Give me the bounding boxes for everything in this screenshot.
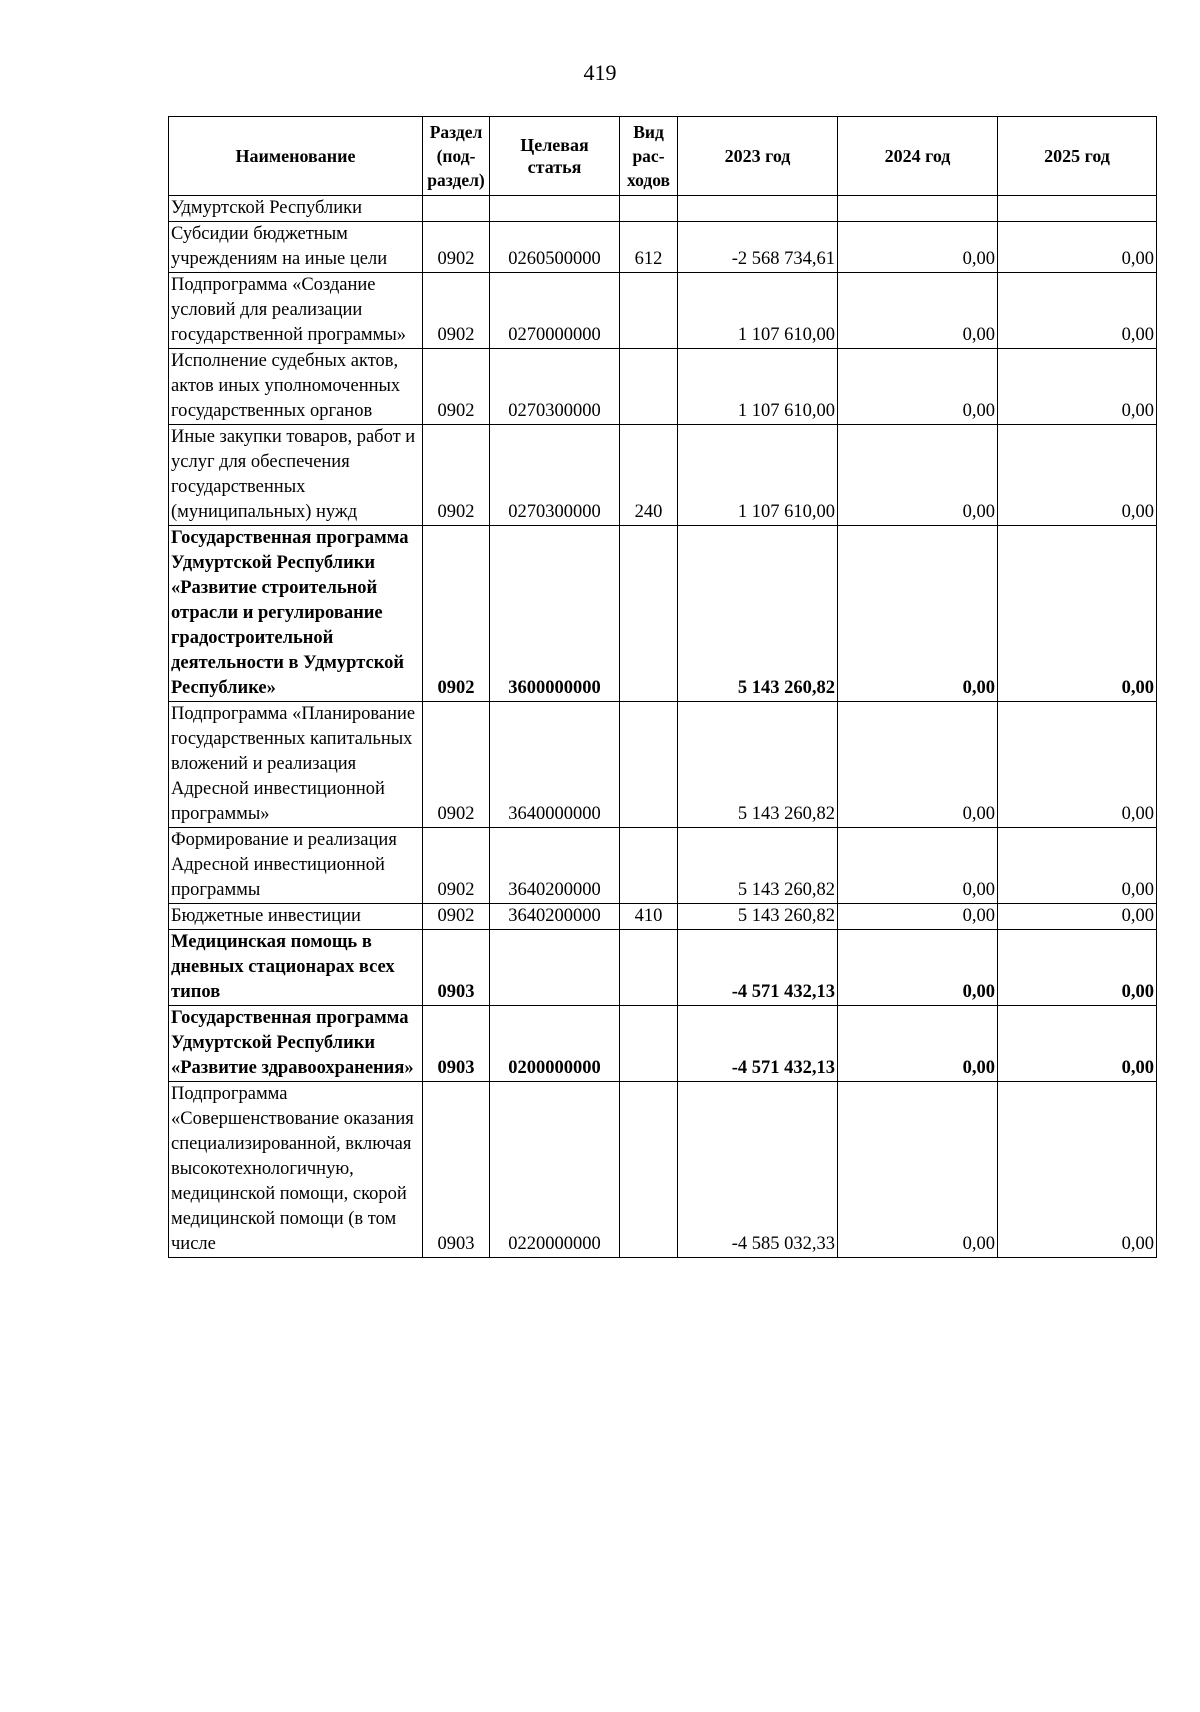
cell-2025 bbox=[998, 196, 1157, 222]
cell-2023: 5 143 260,82 bbox=[678, 904, 838, 930]
cell-2024: 0,00 bbox=[838, 702, 998, 828]
cell-article: 0270300000 bbox=[490, 425, 620, 526]
budget-table bbox=[168, 116, 1157, 1258]
cell-section: 0902 bbox=[423, 425, 490, 526]
cell-expense-type bbox=[620, 1082, 678, 1258]
cell-2023: 1 107 610,00 bbox=[678, 349, 838, 425]
cell-expense-type bbox=[620, 702, 678, 828]
header-section: Раздел (под-раздел) bbox=[423, 117, 490, 196]
cell-section: 0902 bbox=[423, 526, 490, 702]
table-row bbox=[169, 425, 1157, 526]
table-row bbox=[169, 828, 1157, 904]
cell-2023: 5 143 260,82 bbox=[678, 828, 838, 904]
table-row bbox=[169, 222, 1157, 273]
cell-article: 0270000000 bbox=[490, 273, 620, 349]
header-name: Наименование bbox=[169, 117, 423, 196]
cell-2025: 0,00 bbox=[998, 1082, 1157, 1258]
cell-2025: 0,00 bbox=[998, 273, 1157, 349]
cell-article: 0260500000 bbox=[490, 222, 620, 273]
cell-2023: 5 143 260,82 bbox=[678, 702, 838, 828]
cell-2025: 0,00 bbox=[998, 349, 1157, 425]
cell-2024 bbox=[838, 196, 998, 222]
cell-2024: 0,00 bbox=[838, 904, 998, 930]
cell-2025: 0,00 bbox=[998, 425, 1157, 526]
cell-section: 0902 bbox=[423, 349, 490, 425]
cell-2024: 0,00 bbox=[838, 1082, 998, 1258]
cell-2024: 0,00 bbox=[838, 222, 998, 273]
table-header-row bbox=[169, 117, 1157, 196]
cell-2025: 0,00 bbox=[998, 1006, 1157, 1082]
table-row bbox=[169, 273, 1157, 349]
cell-2025: 0,00 bbox=[998, 930, 1157, 1006]
cell-2025: 0,00 bbox=[998, 526, 1157, 702]
cell-expense-type bbox=[620, 930, 678, 1006]
cell-name: Формирование и реализация Адресной инвестиционной программы bbox=[169, 828, 423, 904]
table-body bbox=[169, 196, 1157, 1258]
cell-name: Бюджетные инвестиции bbox=[169, 904, 423, 930]
cell-article: 0200000000 bbox=[490, 1006, 620, 1082]
table-row bbox=[169, 930, 1157, 1006]
cell-section: 0902 bbox=[423, 828, 490, 904]
cell-expense-type bbox=[620, 349, 678, 425]
table-row bbox=[169, 702, 1157, 828]
cell-article: 0220000000 bbox=[490, 1082, 620, 1258]
cell-expense-type bbox=[620, 273, 678, 349]
cell-article: 3600000000 bbox=[490, 526, 620, 702]
cell-section bbox=[423, 196, 490, 222]
cell-2023: -2 568 734,61 bbox=[678, 222, 838, 273]
cell-article bbox=[490, 196, 620, 222]
cell-expense-type bbox=[620, 1006, 678, 1082]
cell-article: 0270300000 bbox=[490, 349, 620, 425]
cell-article bbox=[490, 930, 620, 1006]
cell-expense-type: 612 bbox=[620, 222, 678, 273]
cell-section: 0903 bbox=[423, 930, 490, 1006]
cell-2023: -4 585 032,33 bbox=[678, 1082, 838, 1258]
table-row bbox=[169, 196, 1157, 222]
cell-expense-type bbox=[620, 526, 678, 702]
cell-name: Исполнение судебных актов, актов иных уполномоченных государственных органов bbox=[169, 349, 423, 425]
table-row bbox=[169, 1006, 1157, 1082]
cell-name: Удмуртской Республики bbox=[169, 196, 423, 222]
table-row bbox=[169, 526, 1157, 702]
cell-2024: 0,00 bbox=[838, 930, 998, 1006]
header-2025: 2025 год bbox=[998, 117, 1157, 196]
cell-expense-type: 240 bbox=[620, 425, 678, 526]
cell-section: 0902 bbox=[423, 222, 490, 273]
cell-2024: 0,00 bbox=[838, 425, 998, 526]
header-article: Целевая статья bbox=[490, 117, 620, 196]
cell-2025: 0,00 bbox=[998, 828, 1157, 904]
table-row bbox=[169, 349, 1157, 425]
header-2023: 2023 год bbox=[678, 117, 838, 196]
cell-2023: 5 143 260,82 bbox=[678, 526, 838, 702]
header-expense-type: Вид рас-ходов bbox=[620, 117, 678, 196]
cell-name: Субсидии бюджетным учреждениям на иные цели bbox=[169, 222, 423, 273]
cell-name: Подпрограмма «Совершенствование оказания специализированной, включая высокотехнологичную, медицинской помощи, скорой медицинской помощи (в том числе bbox=[169, 1082, 423, 1258]
cell-2023: 1 107 610,00 bbox=[678, 273, 838, 349]
cell-2023 bbox=[678, 196, 838, 222]
cell-2025: 0,00 bbox=[998, 222, 1157, 273]
cell-name: Подпрограмма «Планирование государственных капитальных вложений и реализация Адресной инвестиционной программы» bbox=[169, 702, 423, 828]
table-row bbox=[169, 1082, 1157, 1258]
cell-article: 3640200000 bbox=[490, 828, 620, 904]
cell-name: Государственная программа Удмуртской Республики «Развитие здравоохранения» bbox=[169, 1006, 423, 1082]
page-number: 419 bbox=[583, 60, 617, 85]
cell-2024: 0,00 bbox=[838, 1006, 998, 1082]
cell-2025: 0,00 bbox=[998, 904, 1157, 930]
cell-2024: 0,00 bbox=[838, 526, 998, 702]
cell-2023: 1 107 610,00 bbox=[678, 425, 838, 526]
cell-section: 0902 bbox=[423, 702, 490, 828]
cell-2024: 0,00 bbox=[838, 349, 998, 425]
cell-name: Государственная программа Удмуртской Республики «Развитие строительной отрасли и регулирование градостроительной деятельности в Удмуртской Республике» bbox=[169, 526, 423, 702]
cell-section: 0902 bbox=[423, 904, 490, 930]
cell-2024: 0,00 bbox=[838, 828, 998, 904]
table-row bbox=[169, 904, 1157, 930]
cell-2023: -4 571 432,13 bbox=[678, 930, 838, 1006]
cell-expense-type bbox=[620, 828, 678, 904]
cell-2025: 0,00 bbox=[998, 702, 1157, 828]
cell-article: 3640200000 bbox=[490, 904, 620, 930]
cell-2024: 0,00 bbox=[838, 273, 998, 349]
cell-article: 3640000000 bbox=[490, 702, 620, 828]
cell-2023: -4 571 432,13 bbox=[678, 1006, 838, 1082]
cell-name: Подпрограмма «Создание условий для реализации государственной программы» bbox=[169, 273, 423, 349]
cell-name: Иные закупки товаров, работ и услуг для обеспечения государственных (муниципальных) нужд bbox=[169, 425, 423, 526]
cell-expense-type: 410 bbox=[620, 904, 678, 930]
cell-section: 0903 bbox=[423, 1082, 490, 1258]
header-2024: 2024 год bbox=[838, 117, 998, 196]
cell-section: 0902 bbox=[423, 273, 490, 349]
cell-section: 0903 bbox=[423, 1006, 490, 1082]
cell-name: Медицинская помощь в дневных стационарах всех типов bbox=[169, 930, 423, 1006]
cell-expense-type bbox=[620, 196, 678, 222]
